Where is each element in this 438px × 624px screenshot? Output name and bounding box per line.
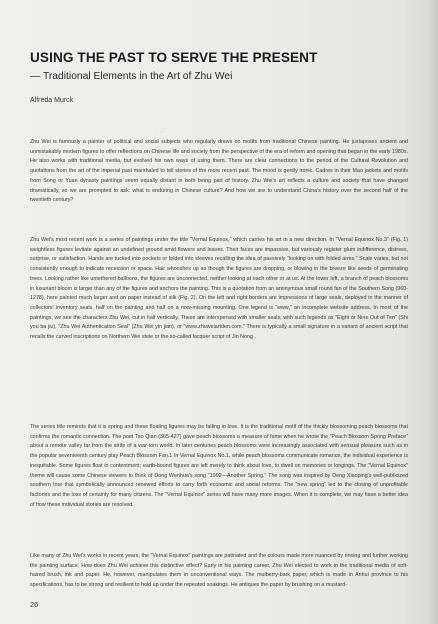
page-edge-shadow — [428, 0, 438, 624]
paragraph-2: Zhu Wei's most recent work is a series of paintings under the title "Vernal Equinox," which carries his art in a new direction. In "Vernal Equinox No.3" (Fig. 1) weightless figures levitate against an undefined ground amid flowers and leaves. Their faces are impassive, but variously register glum indifference, distress, surprise, or satisfaction. Hands are tucked into pockets or folded into sleeves recalling the idea of passively "looking on with folded arms." Scale varies, but not consistently enough to indicate recession or space. Hair whooshes up as though the figures are dropping, or blowing in the breeze like seeds of germinating trees. Looking rather like untethered balloons, the figures are unconnected, neither looking at each other or at us. At the lower left, a branch of peach blossoms in luxuriant bloom is larger than any of the figures and anchors the painting. This is a quotation from an anonymous small round fan of the Southern Song (960-1278), here painted much larger and on paper instead of silk (Fig. 2). On the left and right borders are impressions of large seals, deployed in the manner of collectors' inventory seals, half on the painting and half on a now-missing mounting. One legend is "www," an incomplete website address. In most of the paintings, we see the characters Zhu Wei, cut in half vertically. These are interspersed with smaller seals, with such legends as "Eight or Nine Out of Ten" (Shi you ba jiu), "Zhu Wei Authentication Seal" (Zhu Wei yin jian), or "www.zhuweiartden.com." There is typically a small signature in a variant of ancient script that recalls the carved inscriptions on Northern Wei stele or the so-called lacquer script of Jin Nong . — [30, 237, 408, 341]
paper-speck-marks: · ‚ ˉ — [155, 128, 165, 134]
article-title: USING THE PAST TO SERVE THE PRESENT — [30, 50, 318, 65]
article-header — [30, 50, 408, 105]
article-subtitle: — Traditional Elements in the Art of Zhu Wei — [30, 71, 233, 82]
page-number: 26 — [30, 600, 39, 609]
author-name: Alfreda Murck — [30, 97, 74, 104]
paragraph-4: Like many of Zhu Wei's works in recent years, the "Vernal Equinox" paintings are patinated and the colours made more nuanced by rinsing and further working the painting surface. How does Zhu Wei achieve this distinctive effect? Early in his painting career, Zhu Wei elected to work in the traditional media of soft-haired brush, ink and paper. He, however, manipulates them in unconventional ways. The mulberry-bark paper, which is made in Anhui province to his specifications, has to be strong and resilient to hold up under the repeated soakings. He antiques the paper by brushing on a mustard- — [30, 553, 408, 589]
paragraph-3: The series title reminds that it is spring and these floating figures may be falling in love. It is the traditional motif of the thickly blossoming peach blossoms that confirms the romantic connection. The poet Tao Qian (365-427) gave peach blossoms a measure of fame when he wrote the "Peach Blossom Spring Preface" about a remote valley far from the strife of a war-torn world. In later centuries peach blossoms were increasingly associated with sensual pleasure such as in the popular seventeenth century play Peach Blossom Fan.1 In Vernal Equinox No.1, while peach blossoms communicate romance, the individual experience is inequitable. Some figures float in contentment; earth-bound figures are left merely to think about love, to dwell on memories or longings. The "Vernal Equinox" theme will cause some Chinese viewers to think of Dong Wenhua's song "1992—Another Spring." The song was inspired by Deng Xiaoping's well-publicized southern tour that symbolically announced renewed efforts to carry forth economic and social reforms. The "new spring" led to the closing of unprofitable factories and the loss of certainty for many citizens. The "Vernal Equinox" series will have many more images. When it is complete, we may have a better idea of how these individual stories are resolved. — [30, 424, 408, 508]
paragraph-1: Zhu Wei is famously a painter of political and social subjects who regularly draws on motifs from traditional Chinese painting. He juxtaposes ancient and unmistakably modern figures to offer reflections on Chinese life and society from the perspective of the era of reform and opening that began in the early 1980s. He also works with traditional media, but evolved his own ways of using them. There are clear connections to the period of the Cultural Revolution and quotations from the art of the imperial past marshaled to tell stories of the more recent past. The mood is gently ironic. Cadres in their Mao jackets and motifs from Song or Yuan dynasty paintings seem equally distant in both being part of history. Zhu Wei's art reflects a culture and society that have changed dramatically, so we are prompted to ask: what is enduring in Chinese culture? And how we are to understand China's history over the second half of the twentieth century? — [30, 139, 408, 204]
